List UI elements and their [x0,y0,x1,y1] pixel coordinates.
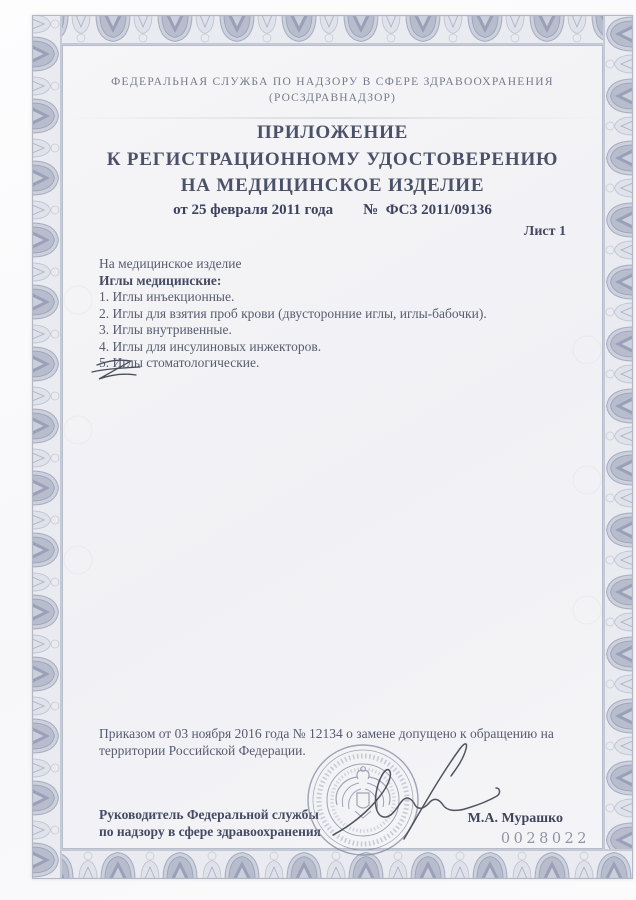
title-line1: ПРИЛОЖЕНИЕ [256,122,409,143]
title-line3: НА МЕДИЦИНСКОЕ ИЗДЕЛИЕ [180,175,485,196]
list-item: 1. Иглы инъекционные. [99,289,235,304]
list-item: 4. Иглы для инсулиновых инжекторов. [99,338,322,354]
title-line2: К РЕГИСТРАЦИОННОМУ УДОСТОВЕРЕНИЮ [106,148,559,170]
list-item: 3. Иглы внутривенные. [99,322,232,337]
list-item: 5. Иглы стоматологические. [99,355,260,370]
sheet-number: Лист 1 [523,224,566,239]
agency-name-line2: (РОСЗДРАВНАДЗОР) [269,92,396,104]
intro-line: На медицинское изделие [99,256,242,271]
issue-date: от 25 февраля 2011 года [173,202,334,218]
agency-name-line1: ФЕДЕРАЛЬНАЯ СЛУЖБА ПО НАДЗОРУ В СФЕРЕ ЗДРАВООХРАНЕНИЯ [111,76,554,88]
serial-number: 0028022 [500,831,590,847]
list-item: 2. Иглы для взятия проб крови (двусторонние иглы, иглы-бабочки). [99,305,487,321]
signer-title-line2: по надзору в сфере здравоохранения [99,824,321,839]
product-name: Иглы медицинские: [99,272,222,288]
z-end-mark [92,360,140,379]
signer-title-line1: Руководитель Федеральной службы [99,807,319,822]
signer-name: М.А. Мурашко [467,811,563,826]
official-seal-icon [308,745,418,855]
order-note: Приказом от 03 ноября 2016 года № 12134 о замене допущено к обращению на территории Российской Федерации. [99,726,554,758]
registration-number: № ФСЗ 2011/09136 [363,202,492,218]
